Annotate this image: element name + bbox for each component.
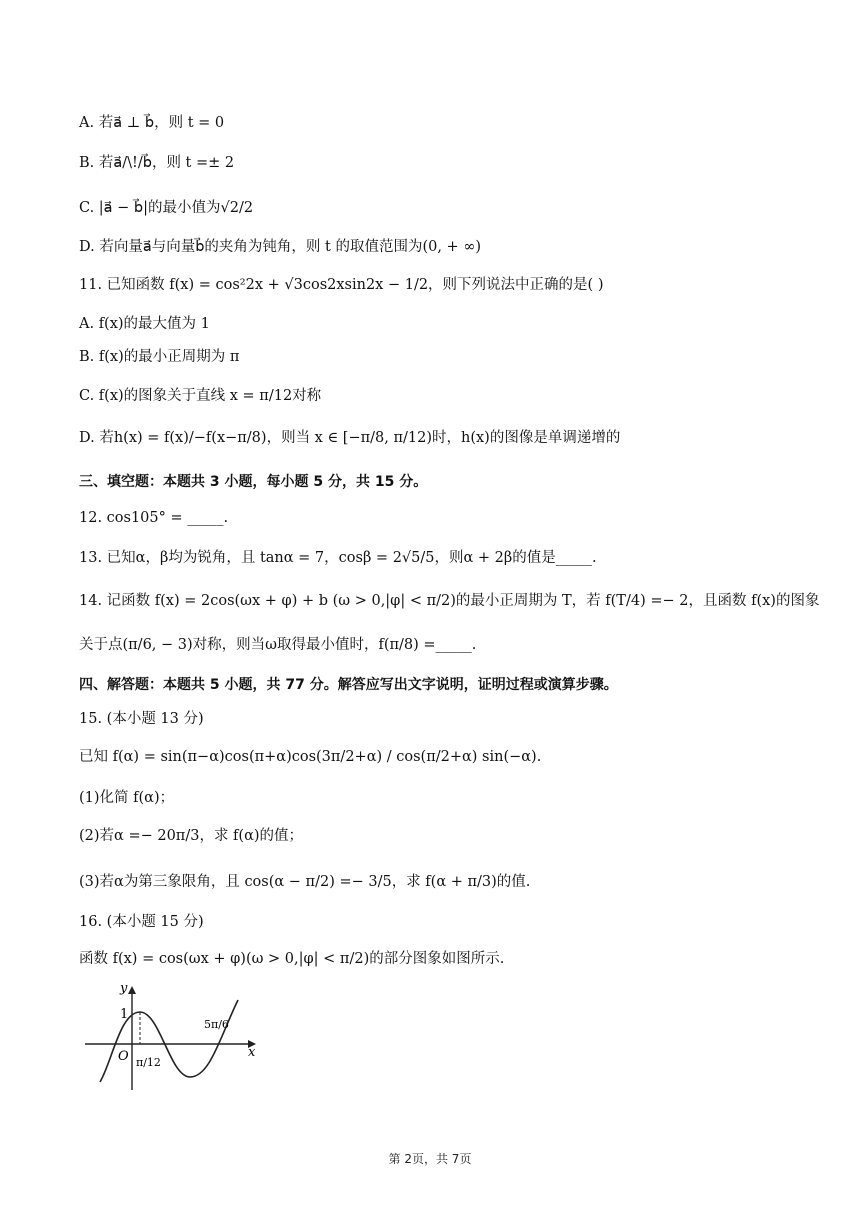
question-15-part-2: (2)若α =− 20π/3，求 f(α)的值； xyxy=(79,828,304,844)
x-tick-pi-over-12: π/12 xyxy=(136,1056,161,1069)
question-15-part-1: (1)化简 f(α)； xyxy=(79,790,175,806)
q11-option-b: B. f(x)的最小正周期为 π xyxy=(79,349,240,365)
x-axis-label: x xyxy=(248,1045,256,1060)
question-15-function: 已知 f(α) = sin(π−α)cos(π+α)cos(3π/2+α) / cos(π/2+α) sin(−α). xyxy=(79,749,542,765)
cosine-graph-figure xyxy=(80,982,260,1092)
q11-option-d: D. 若h(x) = f(x)/−f(x−π/8)，则当 x ∈ [−π/8, π/12)时，h(x)的图像是单调递增的 xyxy=(79,430,621,446)
section-fill-in-heading: 三、填空题：本题共 3 小题，每小题 5 分，共 15 分。 xyxy=(79,474,428,490)
q11-option-a: A. f(x)的最大值为 1 xyxy=(79,316,210,332)
option-a-vector: A. 若a⃗ ⊥ b⃗，则 t = 0 xyxy=(79,115,225,131)
page-footer: 第 2页，共 7页 xyxy=(388,1152,472,1166)
option-b-vector: B. 若a⃗/\!/b⃗，则 t =± 2 xyxy=(79,155,235,171)
question-11: 11. 已知函数 f(x) = cos²2x + √3cos2xsin2x − 1/2，则下列说法中正确的是( ) xyxy=(79,277,604,293)
question-12: 12. cos105° = _____. xyxy=(79,510,229,526)
question-14-line-1: 14. 记函数 f(x) = 2cos(ωx + φ) + b (ω > 0,|φ| < π/2)的最小正周期为 T，若 f(T/4) =− 2，且函数 f(x)的图象 xyxy=(79,593,820,609)
question-15-header: 15. (本小题 13 分) xyxy=(79,711,204,727)
question-16-header: 16. (本小题 15 分) xyxy=(79,914,204,930)
peak-value-label: 1 xyxy=(120,1007,129,1022)
question-13: 13. 已知α，β均为锐角，且 tanα = 7，cosβ = 2√5/5，则α + 2β的值是_____. xyxy=(79,550,597,566)
origin-label: O xyxy=(118,1049,129,1064)
option-d-vector: D. 若向量a⃗与向量b⃗的夹角为钝角，则 t 的取值范围为(0, + ∞) xyxy=(79,239,482,255)
section-solution-heading: 四、解答题：本题共 5 小题，共 77 分。解答应写出文字说明，证明过程或演算步骤。 xyxy=(79,677,618,693)
question-16-statement: 函数 f(x) = cos(ωx + φ)(ω > 0,|φ| < π/2)的部分图象如图所示. xyxy=(79,951,505,967)
y-axis-label: y xyxy=(120,982,128,996)
question-14-line-2: 关于点(π/6, − 3)对称，则当ω取得最小值时，f(π/8) =_____. xyxy=(79,637,477,653)
option-c-vector: C. |a⃗ − b⃗|的最小值为√2/2 xyxy=(79,200,254,216)
question-15-part-3: (3)若α为第三象限角，且 cos(α − π/2) =− 3/5，求 f(α + π/3)的值. xyxy=(79,874,531,890)
q11-option-c: C. f(x)的图象关于直线 x = π/12对称 xyxy=(79,388,322,404)
x-tick-5pi-over-6: 5π/6 xyxy=(204,1018,229,1031)
